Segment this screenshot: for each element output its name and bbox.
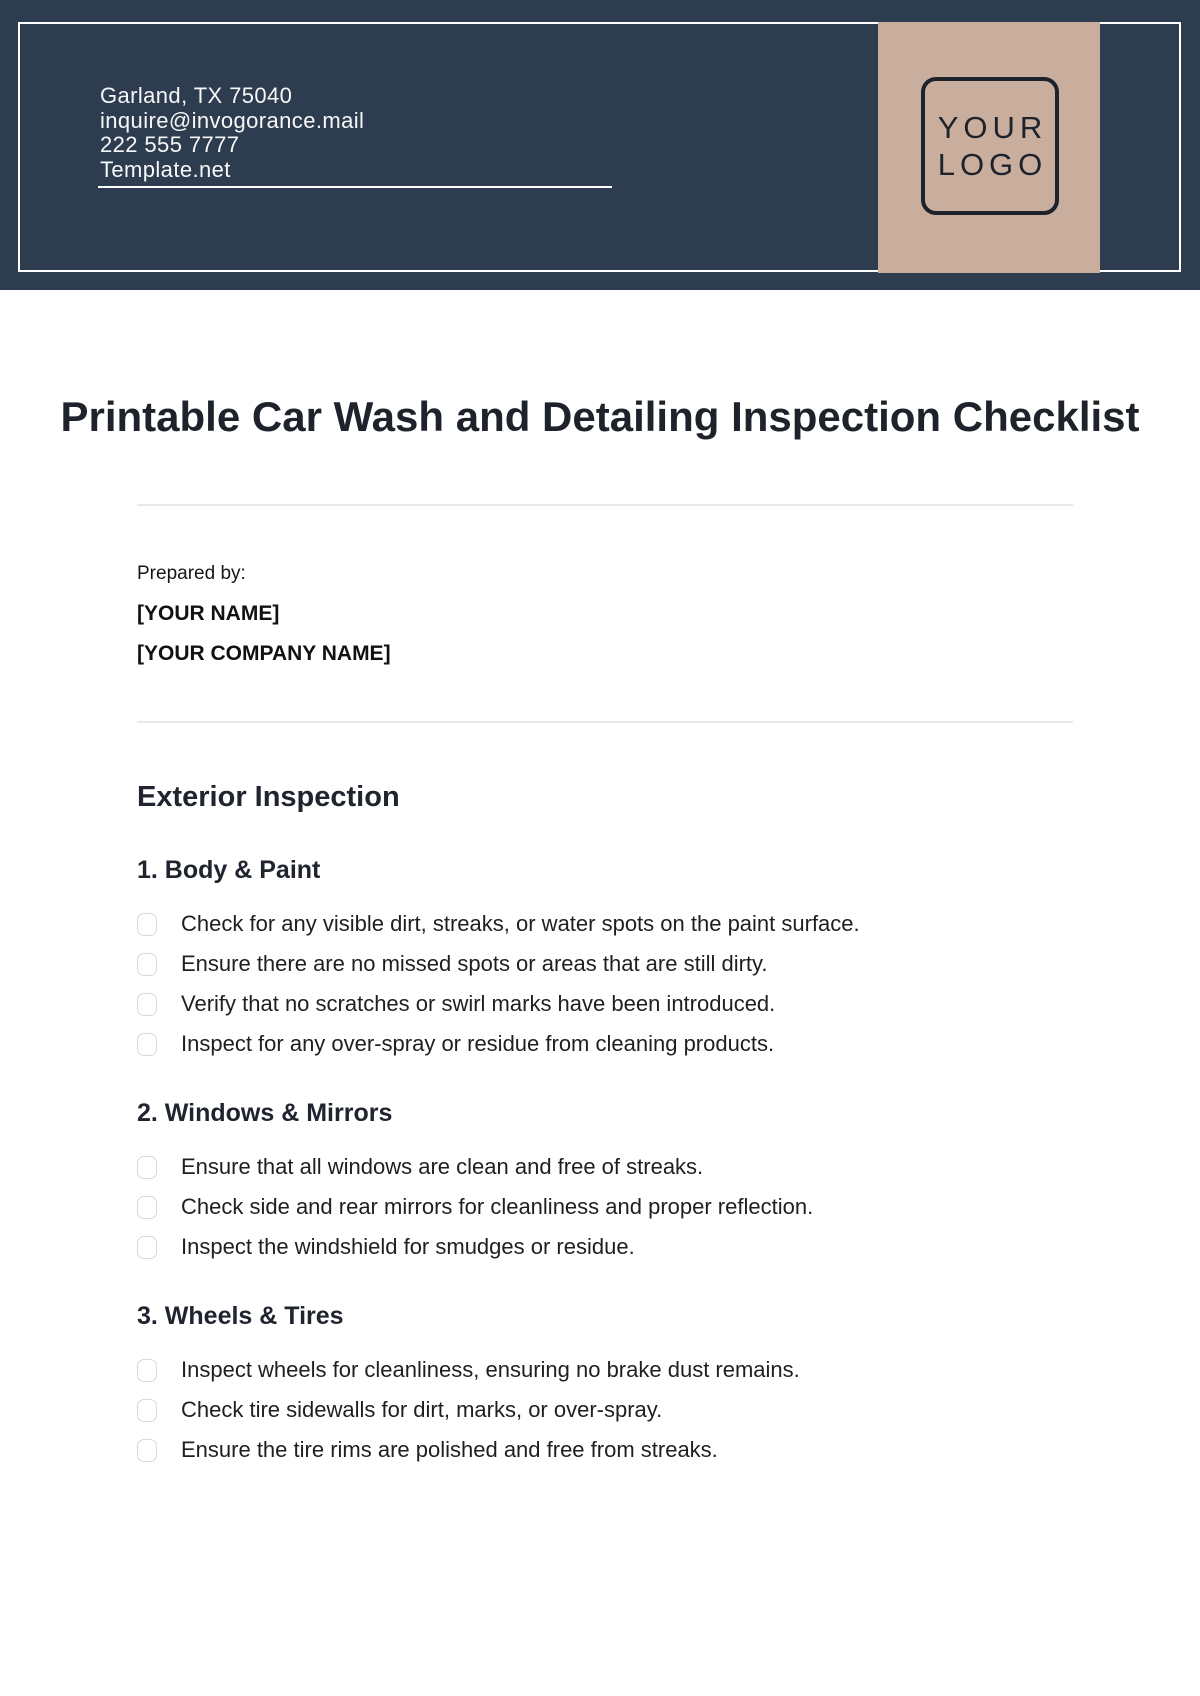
contact-block [100,84,364,182]
checkbox[interactable] [137,1236,157,1259]
checklist-item [137,1430,1073,1470]
checklist-group-body-paint [137,904,1073,1064]
logo-text-line1: YOUR [937,110,1048,145]
checklist-group-wheels-tires [137,1350,1073,1470]
checklist-item-label: Inspect wheels for cleanliness, ensuring no brake dust remains. [181,1357,800,1382]
document-content [137,504,1073,1470]
checkbox[interactable] [137,1033,157,1056]
prepared-by-name: [YOUR NAME] [137,602,280,625]
checklist-item-label: Inspect for any over-spray or residue from cleaning products. [181,1031,775,1056]
checkbox[interactable] [137,993,157,1016]
divider [137,504,1073,506]
contact-address: Garland, TX 75040 [100,83,293,108]
checkbox[interactable] [137,953,157,976]
checklist-item-label: Ensure there are no missed spots or areas that are still dirty. [181,951,768,976]
checklist-section [137,780,1073,1470]
checklist-item [137,904,1073,944]
contact-underline [98,186,612,188]
group-title-wheels-tires: 3. Wheels & Tires [137,1302,344,1330]
contact-email: inquire@invogorance.mail [100,107,365,133]
checkbox[interactable] [137,1399,157,1422]
contact-website: Template.net [100,156,231,182]
divider [137,721,1073,723]
group-title-body-paint: 1. Body & Paint [137,856,321,884]
logo-text-line2: LOGO [937,147,1048,182]
checklist-item [137,1227,1073,1267]
checklist-item-label: Check for any visible dirt, streaks, or water spots on the paint surface. [181,911,860,936]
logo-placeholder [878,22,1100,273]
prepared-by-company: [YOUR COMPANY NAME] [137,642,391,665]
checklist-item [137,1147,1073,1187]
group-title-windows-mirrors: 2. Windows & Mirrors [137,1099,393,1127]
prepared-by-label: Prepared by: [137,563,246,584]
checkbox[interactable] [137,1196,157,1219]
checklist-item [137,1024,1073,1064]
checklist-item [137,1390,1073,1430]
checklist-item [137,984,1073,1024]
checklist-item [137,944,1073,984]
checklist-item [137,1350,1073,1390]
checklist-item-label: Ensure that all windows are clean and free of streaks. [181,1154,704,1179]
checklist-group-windows-mirrors [137,1147,1073,1267]
page-title: Printable Car Wash and Detailing Inspection Checklist [60,393,1140,440]
checkbox[interactable] [137,913,157,936]
checklist-item [137,1187,1073,1227]
logo-frame [921,77,1059,215]
checkbox[interactable] [137,1156,157,1179]
letterhead-header [0,0,1200,290]
contact-phone: 222 555 7777 [100,132,240,157]
section-heading-exterior-inspection: Exterior Inspection [137,781,400,813]
checklist-item-label: Ensure the tire rims are polished and free from streaks. [181,1437,718,1462]
checkbox[interactable] [137,1439,157,1462]
checklist-item-label: Verify that no scratches or swirl marks have been introduced. [181,991,776,1016]
checklist-item-label: Inspect the windshield for smudges or residue. [181,1234,635,1259]
checklist-item-label: Check tire sidewalls for dirt, marks, or over-spray. [181,1397,663,1422]
checkbox[interactable] [137,1359,157,1382]
checklist-item-label: Check side and rear mirrors for cleanliness and proper reflection. [181,1194,814,1219]
